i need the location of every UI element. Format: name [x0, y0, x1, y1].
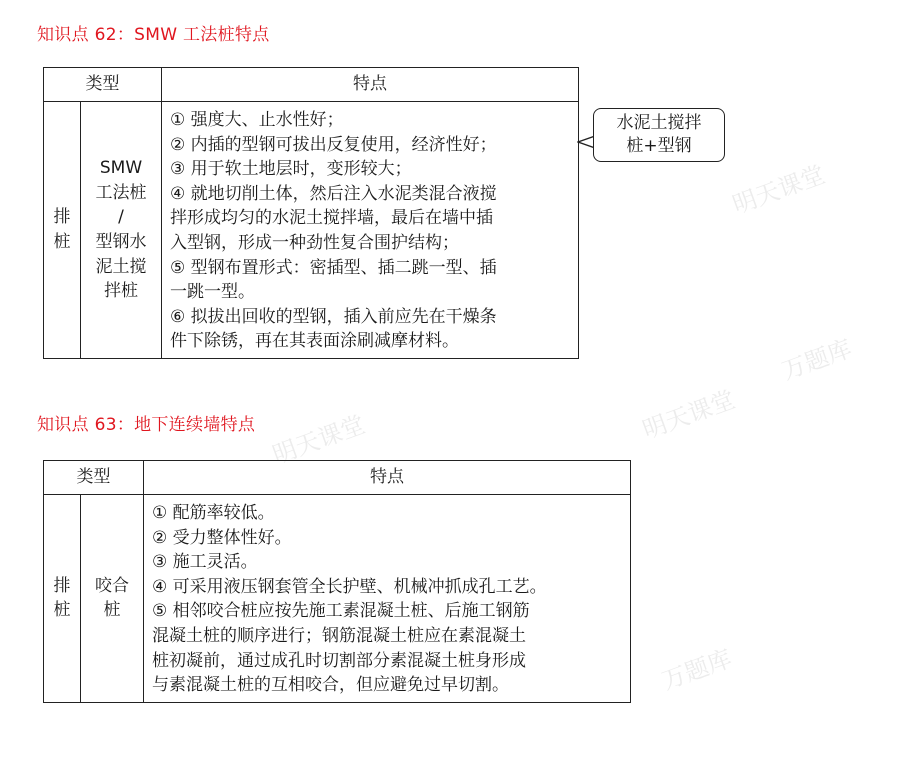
feature-line: ① 配筋率较低。	[152, 503, 275, 523]
feature-line: 一跳一型。	[170, 282, 255, 303]
type-line: 拌桩	[104, 281, 138, 302]
type-cell	[81, 495, 144, 703]
section-title-63: 知识点 63：地下连续墙特点	[37, 415, 256, 435]
type-line: 桩	[103, 600, 121, 621]
category-char: 桩	[53, 231, 71, 252]
type-line: 泥土搅	[95, 256, 147, 277]
type-line: /	[118, 207, 124, 228]
category-cell	[44, 495, 81, 703]
feature-line: 混凝土桩的顺序进行；钢筋混凝土桩应在素混凝土	[152, 625, 526, 646]
feature-line: 入型钢，形成一种劲性复合围护结构；	[170, 232, 459, 253]
table-header-row	[44, 461, 631, 495]
callout-line: 水泥土搅拌	[616, 113, 702, 133]
section-title-62: 知识点 62：SMW 工法桩特点	[37, 25, 270, 45]
feature-line: 桩初凝前，通过成孔时切割部分素混凝土桩身形成	[152, 650, 526, 671]
feature-line: ③ 用于软土地层时，变形较大；	[170, 159, 412, 180]
feature-line: ⑤ 相邻咬合桩应按先施工素混凝土桩、后施工钢筋	[152, 601, 530, 622]
category-cell	[44, 102, 81, 359]
type-line: 型钢水	[95, 231, 147, 252]
category-char: 桩	[53, 600, 71, 621]
feature-line: 拌形成均匀的水泥土搅拌墙，最后在墙中插	[170, 208, 493, 229]
feature-line: ② 内插的型钢可拔出反复使用，经济性好；	[170, 134, 497, 155]
smw-feature-table	[43, 67, 579, 359]
category-char: 排	[53, 207, 71, 228]
watermark: 万题库	[658, 644, 736, 696]
watermark: 万题库	[778, 334, 856, 386]
watermark: 明天课堂	[638, 385, 739, 445]
header-feature: 特点	[162, 68, 579, 102]
feature-line: ③ 施工灵活。	[152, 552, 258, 573]
feature-line: 与素混凝土桩的互相咬合，但应避免过早切割。	[152, 675, 509, 696]
table-header-row	[44, 68, 579, 102]
type-line: SMW	[99, 158, 143, 179]
feature-line: 件下除锈，再在其表面涂刷减摩材料。	[170, 331, 459, 352]
type-cell	[81, 102, 162, 359]
feature-line: ⑥ 拟拔出回收的型钢，插入前应先在干燥条	[170, 306, 497, 327]
category-char: 排	[53, 575, 71, 596]
feature-cell	[144, 495, 631, 703]
watermark: 明天课堂	[728, 160, 829, 220]
callout-bubble	[593, 108, 725, 162]
feature-cell	[162, 102, 579, 359]
feature-line: ⑤ 型钢布置形式：密插型、插二跳一型、插	[170, 257, 497, 278]
header-type: 类型	[44, 68, 162, 102]
watermark: 明天课堂	[268, 410, 369, 470]
feature-line: ④ 可采用液压钢套管全长护壁、机械冲抓成孔工艺。	[152, 576, 547, 597]
table-row	[44, 495, 631, 703]
callout-line: 桩+型钢	[626, 136, 692, 156]
header-type: 类型	[44, 461, 144, 495]
type-line: 工法桩	[95, 182, 147, 203]
feature-line: ④ 就地切削土体，然后注入水泥类混合液搅	[170, 183, 497, 204]
type-line: 咬合	[95, 575, 129, 596]
feature-line: ② 受力整体性好。	[152, 527, 292, 548]
table-row	[44, 102, 579, 359]
header-feature: 特点	[144, 461, 631, 495]
interlocking-pile-feature-table	[43, 460, 631, 703]
feature-line: ① 强度大、止水性好；	[170, 110, 344, 130]
